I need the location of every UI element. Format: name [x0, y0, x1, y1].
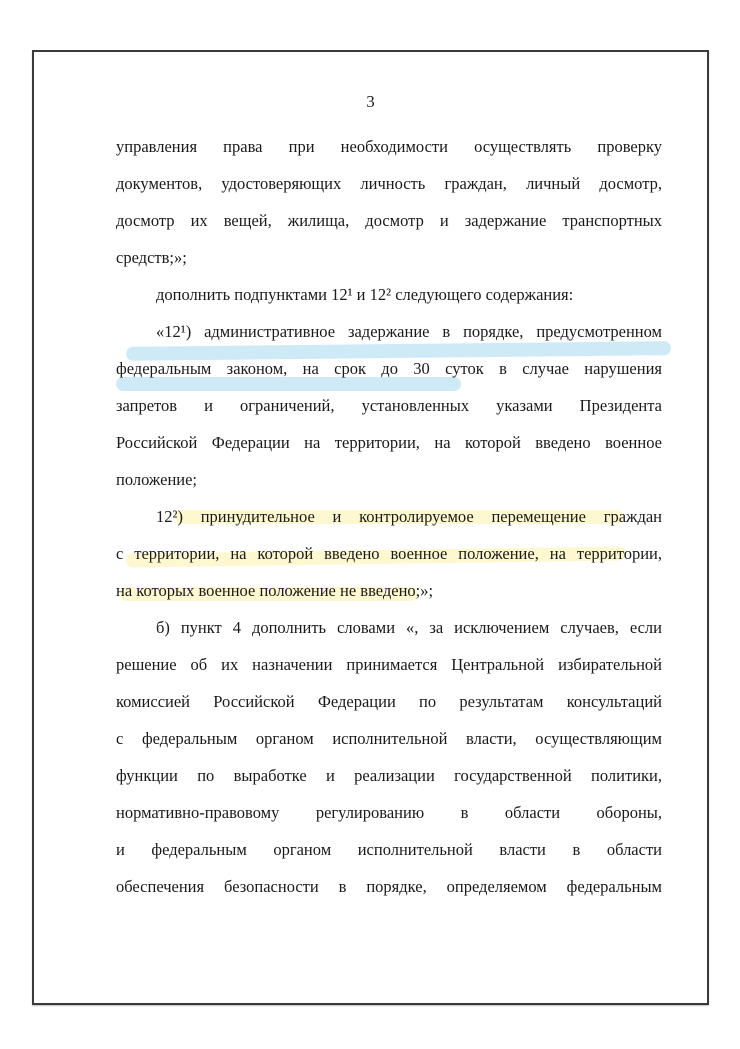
text-line: запретов и ограничений, установленных указами Президента — [116, 396, 662, 415]
text-line: дополнить подпунктами 12¹ и 12² следующего содержания: — [156, 285, 574, 304]
page-number: 3 — [366, 92, 375, 111]
text-line: Российской Федерации на территории, на которой введено военное — [116, 433, 662, 452]
text-line: обеспечения безопасности в порядке, определяемом федеральным — [116, 877, 662, 896]
text-line: положение; — [116, 470, 198, 489]
text-line: средств;»; — [116, 248, 187, 267]
text-line: б) пункт 4 дополнить словами «, за исключением случаев, если — [156, 618, 662, 637]
text-line: документов, удостоверяющих личность граждан, личный досмотр, — [116, 174, 662, 193]
text-line: на которых военное положение не введено;»; — [116, 581, 434, 600]
text-line: с территории, на которой введено военное положение, на территории, — [116, 544, 662, 563]
text-line: федеральным законом, на срок до 30 суток в случае нарушения — [116, 359, 662, 378]
text-line: нормативно-правовому регулированию в области обороны, — [116, 803, 662, 822]
text-line: решение об их назначении принимается Центральной избирательной — [116, 655, 662, 674]
document-page — [32, 50, 709, 1005]
text-line: досмотр их вещей, жилища, досмотр и задержание транспортных — [116, 211, 662, 230]
text-line: с федеральным органом исполнительной власти, осуществляющим — [116, 729, 662, 748]
text-line: «12¹) административное задержание в порядке, предусмотренном — [156, 322, 662, 341]
text-line: управления права при необходимости осуществлять проверку — [116, 137, 662, 156]
text-line: и федеральным органом исполнительной власти в области — [116, 840, 662, 859]
text-line: функции по выработке и реализации государственной политики, — [116, 766, 662, 785]
text-line: 12²) принудительное и контролируемое перемещение граждан — [156, 507, 662, 526]
text-line: комиссией Российской Федерации по результатам консультаций — [116, 692, 662, 711]
